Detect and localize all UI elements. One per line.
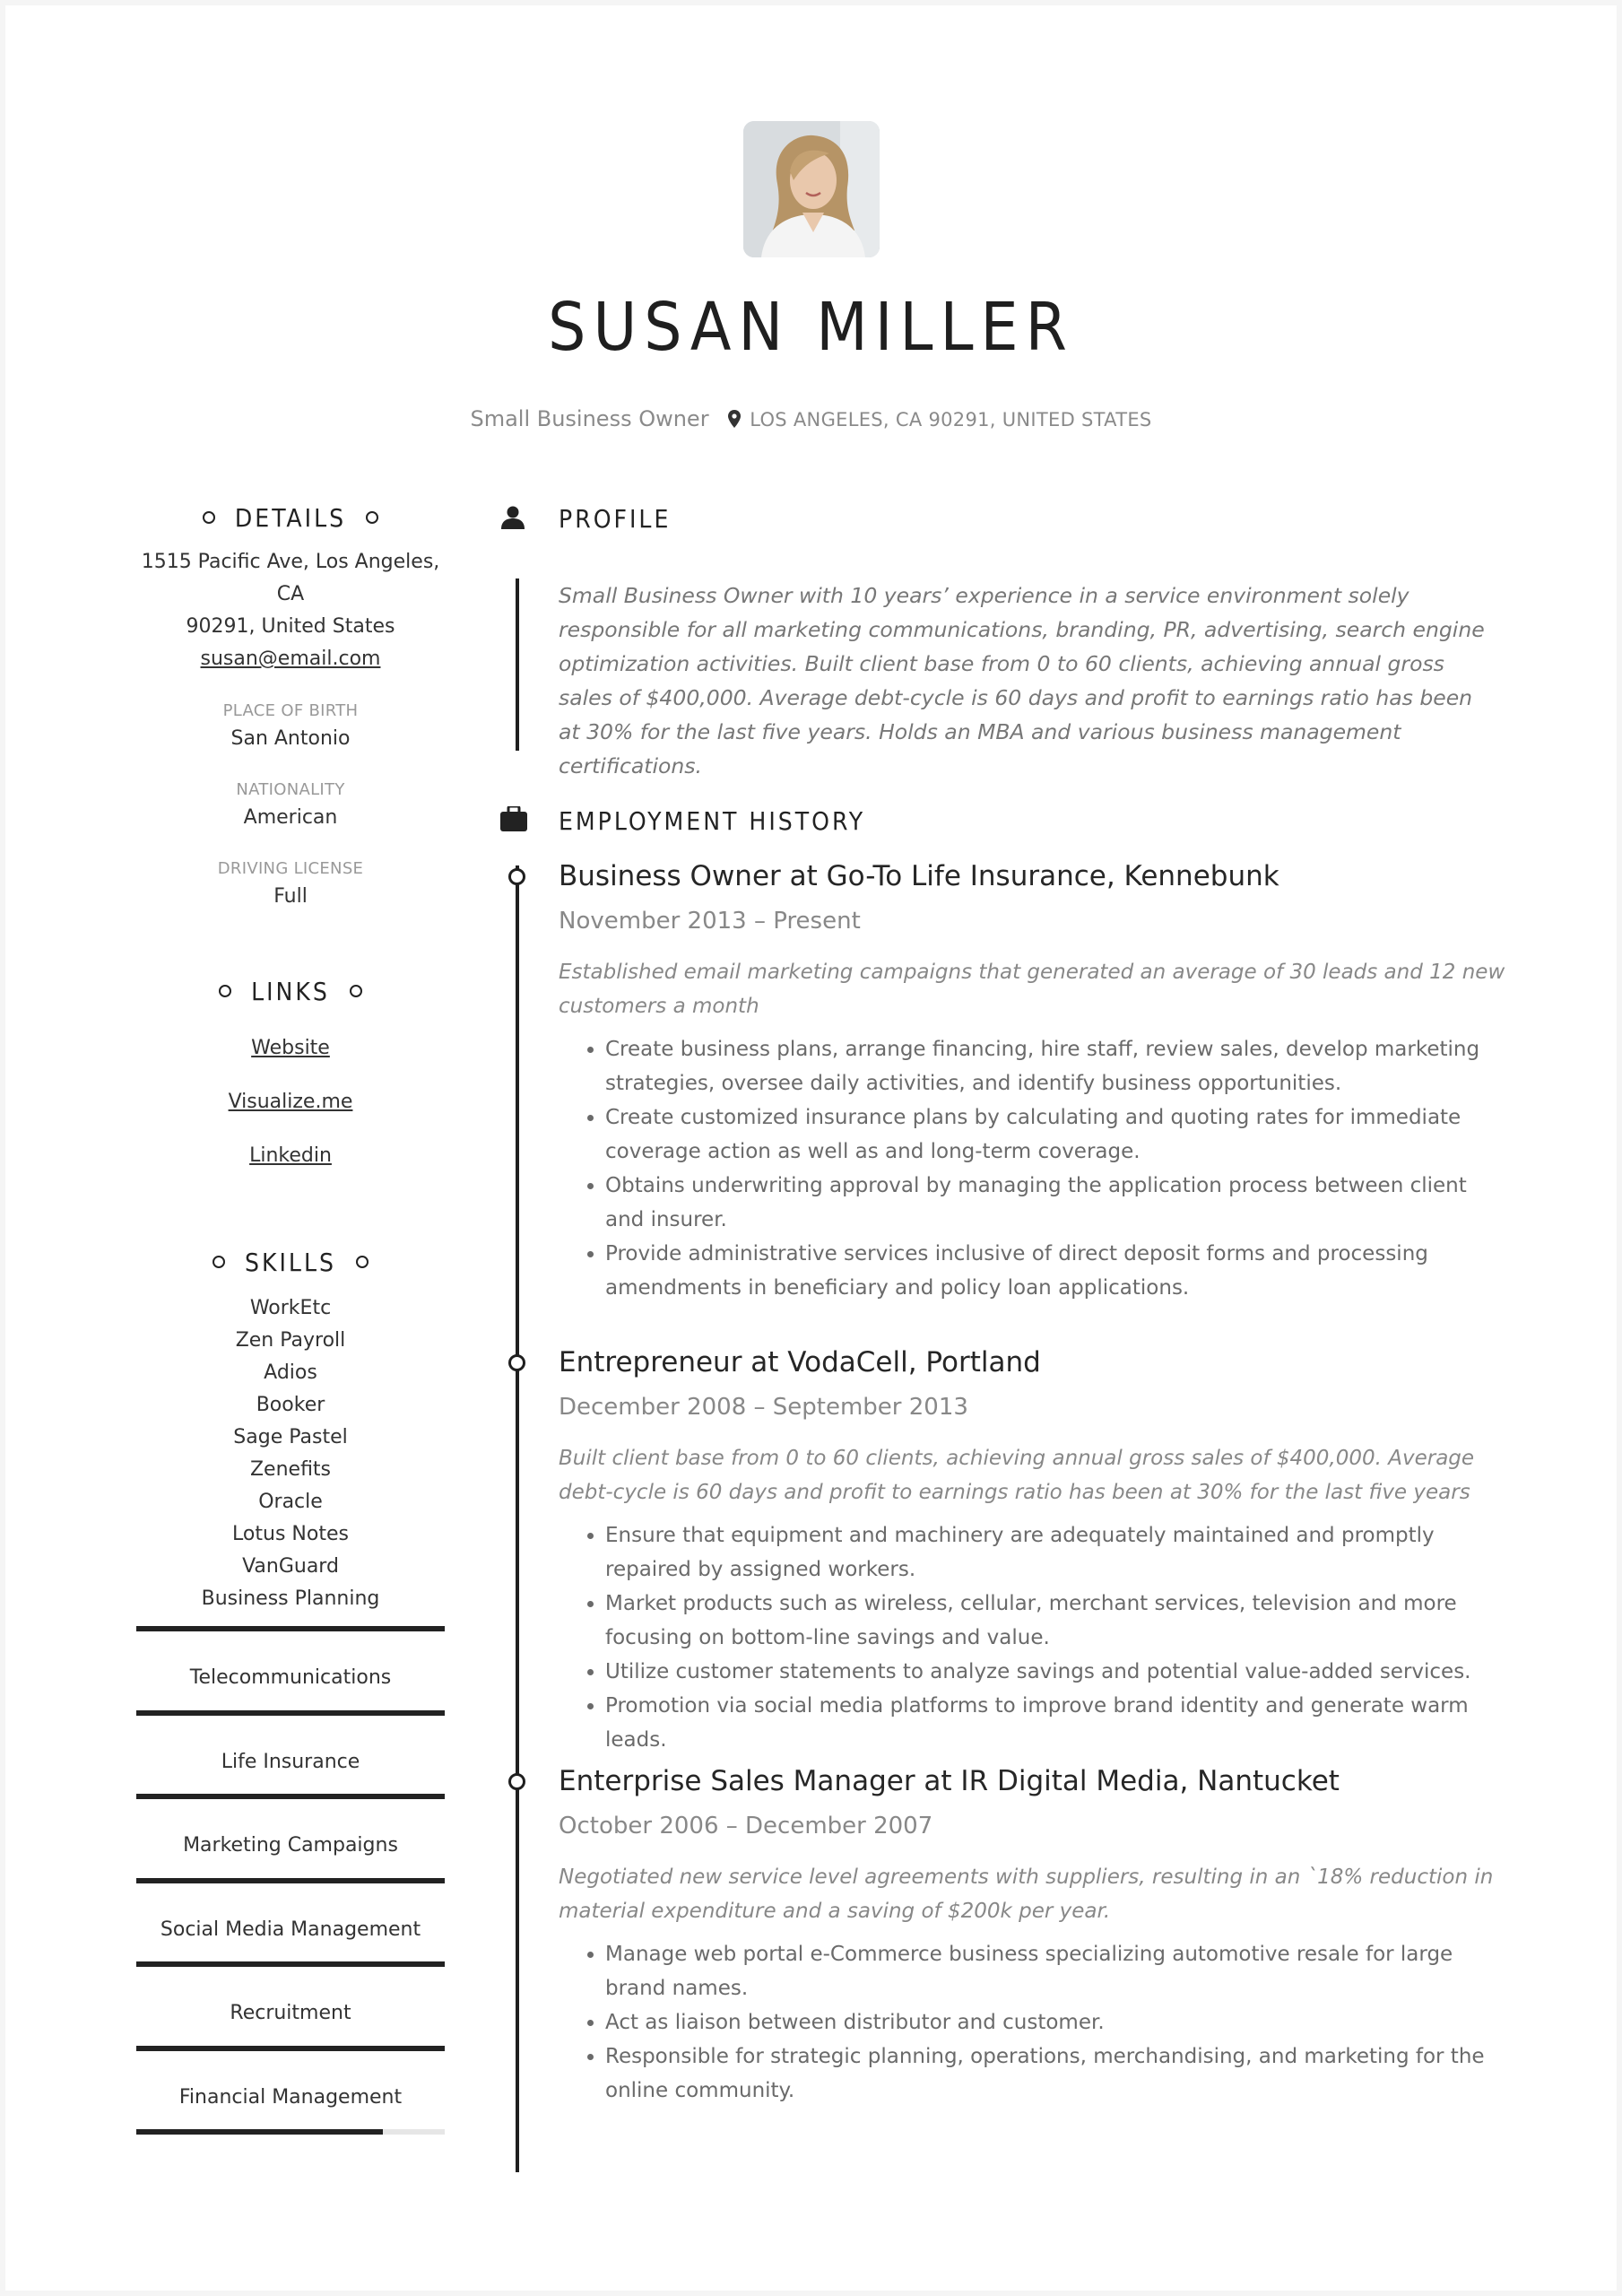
skill-item: Booker bbox=[256, 1394, 325, 1416]
timeline-node bbox=[508, 868, 525, 885]
job-summary: Built client base from 0 to 60 clients, achieving annual gross sales of $400,000. Average debt-cycle is 60 days and profit to earnings ratio has been at 30% for the last five years bbox=[559, 1447, 1475, 1504]
place-of-birth-label: PLACE OF BIRTH bbox=[222, 701, 359, 720]
ring-icon bbox=[213, 1256, 225, 1268]
job-bullet: • Act as liaison between distributor and customer. bbox=[605, 2005, 1509, 2039]
email-link[interactable]: susan@email.com bbox=[200, 648, 381, 670]
link-linkedin[interactable]: Linkedin bbox=[249, 1144, 332, 1167]
rated-skill-label: Marketing Campaigns bbox=[183, 1834, 398, 1857]
job-bullet: • Create customized insurance plans by calculating and quoting rates for immediate coverage action as well as and long-term coverage. bbox=[605, 1100, 1509, 1169]
job-bullet: • Market products such as wireless, cellular, merchant services, television and more focusing on bottom-line savings and value. bbox=[605, 1587, 1509, 1655]
skill-level-fill bbox=[136, 2129, 383, 2135]
job-bullet: • Ensure that equipment and machinery are adequately maintained and promptly repaired by assigned workers. bbox=[605, 1518, 1509, 1587]
timeline-node bbox=[508, 1773, 525, 1790]
job-title: Small Business Owner bbox=[470, 406, 709, 431]
job-summary: Established email marketing campaigns that generated an average of 30 leads and 12 new customers a month bbox=[559, 961, 1505, 1018]
rated-skills bbox=[111, 1631, 470, 2135]
ring-icon bbox=[366, 511, 378, 524]
ring-icon bbox=[219, 985, 231, 997]
link-website[interactable]: Website bbox=[251, 1037, 330, 1059]
timeline-node bbox=[508, 1354, 525, 1371]
address-line-1: 1515 Pacific Ave, Los Angeles, CA bbox=[141, 551, 440, 605]
driving-license-value: Full bbox=[273, 885, 308, 908]
links-heading-label: LINKS bbox=[251, 976, 330, 1006]
employment-timeline bbox=[516, 865, 519, 2172]
rated-skill bbox=[111, 1631, 470, 1716]
briefcase-icon bbox=[500, 806, 527, 831]
job-bullet: • Utilize customer statements to analyze savings and potential value-added services. bbox=[605, 1655, 1509, 1689]
place-of-birth-value: San Antonio bbox=[230, 727, 351, 750]
profile-text: Small Business Owner with 10 years’ experience in a service environment solely responsible for all marketing communications, branding, PR, advertising, search engine optimization activities. Built client base from 0 to 60 clients, achieving annual gross sales of $400,000. Average debt-cycle is 60 days and profit to earnings ratio has been at 30% for the last five years. Holds an MBA and various business management certifications. bbox=[559, 583, 1485, 778]
profile-heading: PROFILE bbox=[559, 504, 672, 534]
details-heading bbox=[136, 498, 445, 537]
rated-skill-label: Recruitment bbox=[230, 2002, 351, 2024]
job-bullet: • Manage web portal e-Commerce business specializing automotive resale for large brand names. bbox=[605, 1937, 1509, 2005]
location-pin-icon bbox=[728, 410, 741, 428]
person-icon bbox=[500, 505, 525, 530]
job-title: Entrepreneur at VodaCell, Portland bbox=[559, 1346, 1041, 1378]
candidate-name: SUSAN MILLER bbox=[548, 289, 1074, 366]
details-heading-label: DETAILS bbox=[234, 502, 347, 533]
employment-heading: EMPLOYMENT HISTORY bbox=[559, 806, 866, 836]
rated-skill-label: Life Insurance bbox=[221, 1750, 360, 1773]
rated-skill bbox=[111, 2051, 470, 2135]
rated-skill-label: Financial Management bbox=[178, 2085, 403, 2109]
address-line-2: 90291, United States bbox=[186, 615, 395, 638]
ring-icon bbox=[356, 1256, 369, 1268]
nationality-label: NATIONALITY bbox=[236, 780, 345, 799]
profile-photo bbox=[743, 121, 880, 257]
rated-skill bbox=[111, 1799, 470, 1883]
job-bullet: • Create business plans, arrange financing, hire staff, review sales, develop marketing strategies, oversee daily activities, and identify business opportunities. bbox=[605, 1032, 1509, 1100]
job-bullet: • Provide administrative services inclusive of direct deposit forms and processing amendments in beneficiary and policy loan applications. bbox=[605, 1237, 1509, 1305]
rated-skill bbox=[111, 1967, 470, 2051]
rated-skill-label: Social Media Management bbox=[160, 1918, 421, 1941]
job-summary: Negotiated new service level agreements with suppliers, resulting in an `18% reduction in material expenditure and a saving of $200k per year. bbox=[559, 1866, 1494, 1923]
job-bullet: • Promotion via social media platforms to improve brand identity and generate warm leads. bbox=[605, 1689, 1509, 1757]
skills-heading-label: SKILLS bbox=[245, 1247, 336, 1277]
job-dates: December 2008 – September 2013 bbox=[559, 1394, 968, 1421]
sidebar bbox=[136, 498, 445, 2135]
skill-item: Lotus Notes bbox=[232, 1523, 349, 1545]
rated-skill-label: Telecommunications bbox=[189, 1666, 392, 1689]
skills-heading bbox=[136, 1242, 445, 1282]
job-entry bbox=[559, 858, 1509, 1305]
job-bullets bbox=[559, 1032, 1509, 1305]
skill-item: WorkEtc bbox=[249, 1297, 332, 1319]
skill-item: Zenefits bbox=[249, 1458, 332, 1481]
job-title: Business Owner at Go-To Life Insurance, Kennebunk bbox=[559, 860, 1279, 892]
skill-item: Oracle bbox=[258, 1491, 323, 1513]
nationality-value: American bbox=[243, 806, 338, 829]
job-entry bbox=[559, 1763, 1509, 2108]
portrait-image bbox=[743, 121, 880, 257]
skill-item: VanGuard bbox=[242, 1555, 339, 1578]
job-bullets bbox=[559, 1937, 1509, 2108]
job-title: Enterprise Sales Manager at IR Digital Media, Nantucket bbox=[559, 1765, 1340, 1797]
header-subline bbox=[0, 406, 1622, 431]
driving-license-label: DRIVING LICENSE bbox=[217, 859, 364, 878]
ring-icon bbox=[203, 511, 215, 524]
skill-item: Business Planning bbox=[201, 1587, 380, 1610]
skills-list bbox=[136, 1292, 445, 1615]
skill-level-track bbox=[136, 2129, 445, 2135]
location-text: LOS ANGELES, CA 90291, UNITED STATES bbox=[750, 409, 1152, 430]
rated-skill bbox=[111, 1716, 470, 1800]
profile-timeline-bar bbox=[516, 578, 519, 751]
job-dates: October 2006 – December 2007 bbox=[559, 1813, 933, 1839]
links-heading bbox=[136, 971, 445, 1011]
ring-icon bbox=[350, 985, 362, 997]
rated-skill bbox=[111, 1883, 470, 1968]
job-dates: November 2013 – Present bbox=[559, 908, 861, 935]
job-entry bbox=[559, 1344, 1509, 1757]
link-visualize-me[interactable]: Visualize.me bbox=[228, 1091, 353, 1113]
job-bullet: • Obtains underwriting approval by managing the application process between client and insurer. bbox=[605, 1169, 1509, 1237]
skill-item: Sage Pastel bbox=[233, 1426, 348, 1448]
skill-item: Adios bbox=[264, 1361, 317, 1384]
skill-item: Zen Payroll bbox=[235, 1329, 346, 1352]
job-bullets bbox=[559, 1518, 1509, 1757]
job-bullet: • Responsible for strategic planning, operations, merchandising, and marketing for the online community. bbox=[605, 2039, 1509, 2108]
